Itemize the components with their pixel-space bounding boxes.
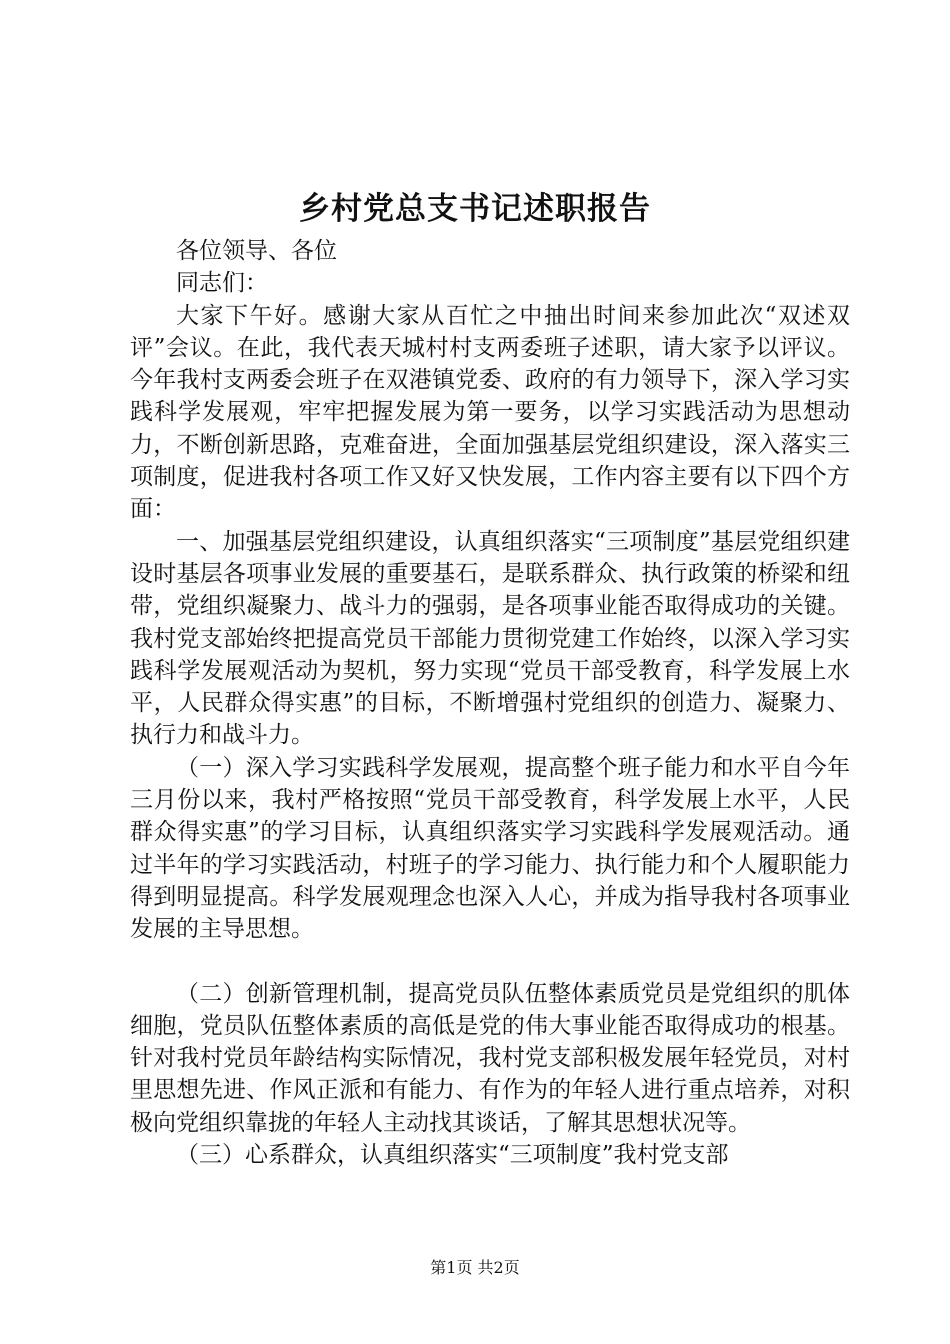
page-number-footer: 第1页 共2页 [430,1258,520,1277]
paragraph-subsection-1: （一）深入学习实践科学发展观，提高整个班子能力和水平自今年三月份以来，我村严格按照“党员干部受教育，科学发展上水平，人民群众得实惠”的学习目标，认真组织落实学习实践科学发展观活动。通过半年的学习实践活动，村班子的学习能力、执行能力和个人履职能力得到明显提高。科学发展观理念也深入人心，并成为指导我村各项事业发展的主导思想。 [130,754,850,943]
paragraph-gap [130,946,850,978]
page-title: 乡村党总支书记述职报告 [299,191,651,227]
paragraph-subsection-2: （二）创新管理机制，提高党员队伍整体素质党员是党组织的肌体细胞，党员队伍整体素质的高低是党的伟大事业能否取得成功的根基。针对我村党员年龄结构实际情况，我村党支部积极发展年轻党员，对村里思想先进、作风正派和有能力、有作为的年轻人进行重点培养，对积极向党组织靠拢的年轻人主动找其谈话，了解其思想状况等。 [130,980,850,1136]
paragraph-intro: 大家下午好。感谢大家从百忙之中抽出时间来参加此次“双述双评”会议。在此，我代表天城村村支两委班子述职，请大家予以评议。今年我村支两委会班子在双港镇党委、政府的有力领导下，深入学习实践科学发展观，牢牢把握发展为第一要务，以学习实践活动为思想动力，不断创新思路，克难奋进，全面加强基层党组织建设，深入落实三项制度，促进我村各项工作又好又快发展，工作内容主要有以下四个方面： [130,302,850,523]
paragraph-section-1: 一、加强基层党组织建设，认真组织落实“三项制度”基层党组织建设时基层各项事业发展的重要基石，是联系群众、执行政策的桥梁和纽带，党组织凝聚力、战斗力的强弱，是各项事业能否取得成功的关键。我村党支部始终把提高党员干部能力贯彻党建工作始终，以深入学习实践科学发展观活动为契机，努力实现“党员干部受教育，科学发展上水平，人民群众得实惠”的目标，不断增强村党组织的创造力、凝聚力、执行力和战斗力。 [130,528,850,749]
salutation-line-2: 同志们： [176,270,268,297]
salutation-line-1: 各位领导、各位 [176,238,337,264]
paragraph-subsection-3: （三）心系群众，认真组织落实“三项制度”我村党支部 [176,1142,729,1169]
document-body [130,235,850,1171]
